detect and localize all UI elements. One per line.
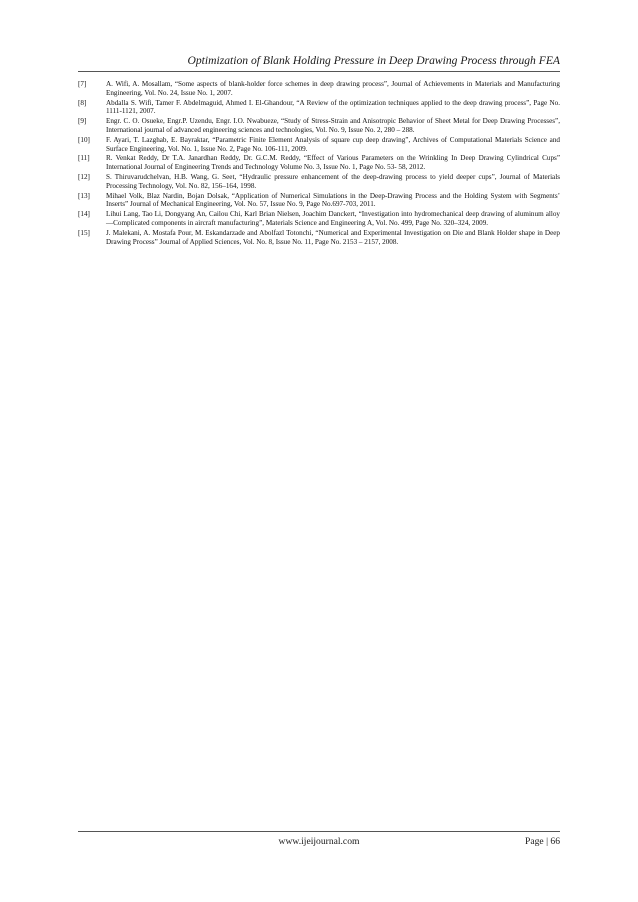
running-head-title: Optimization of Blank Holding Pressure in Deep Drawing Process through FEA <box>187 54 560 67</box>
reference-item <box>78 99 560 117</box>
reference-number: [12] <box>78 172 90 181</box>
reference-item <box>78 192 560 210</box>
reference-number: [14] <box>78 210 90 219</box>
reference-text: Mihael Volk, Blaz Nardin, Bojan Dolsak, “Application of Numerical Simulations in the Deep-Drawing Process and the Holding System with Segments’ Inserts” Journal of Mechanical Engineering, Vol. No. 57, Issue No. 9, Page No.697-703, 2011. <box>106 191 560 209</box>
reference-text: J. Malekani, A. Mostafa Pour, M. Eskandarzade and Abolfazl Totonchi, “Numerical and Experimental Investigation on Die and Blank Holder shape in Deep Drawing Process” Journal of Applied Sciences, Vol. No. 8, Issue No. 11, Page No. 2153 – 2157, 2008. <box>106 228 560 246</box>
reference-number: [9] <box>78 117 87 126</box>
reference-number: [7] <box>78 80 87 88</box>
reference-text: F. Ayari, T. Lazghab, E. Bayraktar, “Parametric Finite Element Analysis of square cup deep drawing”, Archives of Computational Materials Science and Surface Engineering, Vol. No. 1, Issue No. 2, Page No. 106-111, 2009. <box>106 135 560 153</box>
reference-number: [8] <box>78 98 87 107</box>
reference-text: Engr. C. O. Osueke, Engr.P. Uzendu, Engr. I.O. Nwabueze, “Study of Stress-Strain and Anisotropic Behavior of Sheet Metal for Deep Drawing Processes”, International journal of advanced engineering sciences and technologies, Vol. No. 9, Issue No. 2, 280 – 288. <box>106 117 560 134</box>
reference-item <box>78 210 560 228</box>
reference-number: [11] <box>78 154 90 163</box>
footer-journal-url: www.ijeijournal.com <box>278 836 360 847</box>
reference-item <box>78 117 560 135</box>
reference-number: [10] <box>78 135 90 144</box>
reference-text: Abdalla S. Wifi, Tamer F. Abdelmaguid, Ahmed I. El-Ghandour, “A Review of the optimization techniques applied to the deep drawing process”, Page No. 1111-1121, 2007. <box>106 98 560 116</box>
reference-item <box>78 173 560 191</box>
reference-item <box>78 229 560 247</box>
reference-text: Lihui Lang, Tao Li, Dongyang An, Cailou Chi, Karl Brian Nielsen, Joachim Danckert, “Investigation into hydromechanical deep drawing of aluminum alloy—Complicated components in aircraft manufacturing”, Materials Science and Engineering A, Vol. No. 499, Page No. 320–324, 2009. <box>106 210 560 227</box>
reference-item <box>78 80 560 98</box>
reference-text: S. Thiruvarudchelvan, H.B. Wang, G. Seet, “Hydraulic pressure enhancement of the deep-drawing process to yield deeper cups”, Journal of Materials Processing Technology, Vol. No. 82, 156–164, 1998. <box>106 172 560 190</box>
reference-text: R. Venkat Reddy, Dr T.A. Janardhan Reddy, Dr. G.C.M. Reddy, “Effect of Various Parameters on the Wrinkling In Deep Drawing Cylindrical Cups” International Journal of Engineering Trends and Technology Volume No. 3, Issue No. 1, Page No. 53- 58, 2012. <box>106 154 560 172</box>
reference-list <box>78 80 560 247</box>
footer-rule <box>78 831 560 832</box>
reference-item <box>78 136 560 154</box>
reference-text: A. Wifi, A. Mosallam, “Some aspects of blank-holder force schemes in deep drawing process”, Journal of Achievements in Materials and Manufacturing Engineering, Vol. No. 24, Issue No. 1, 2007. <box>106 80 560 97</box>
reference-number: [15] <box>78 228 90 237</box>
reference-item <box>78 154 560 172</box>
header-rule <box>78 71 560 72</box>
footer-page-number: Page | 66 <box>525 836 560 847</box>
reference-number: [13] <box>78 191 90 200</box>
